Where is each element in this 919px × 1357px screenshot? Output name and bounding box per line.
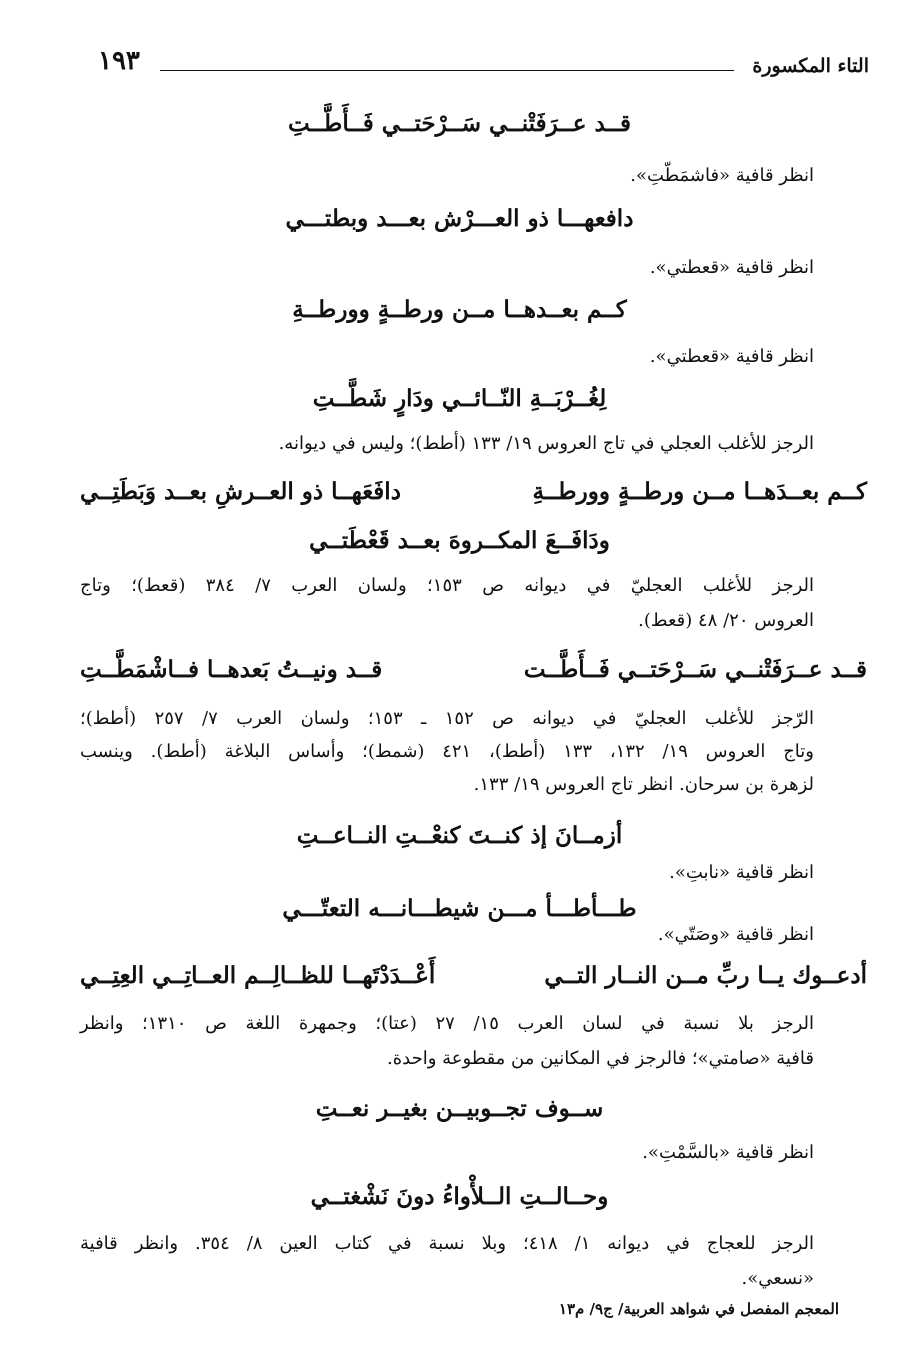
header-rule: [160, 70, 734, 71]
note-10: انظر قافية «بالسَّمْتِ».: [642, 1142, 814, 1163]
source-5-line-2: العروس ٢٠/ ٤٨ (قعط).: [638, 610, 814, 631]
source-9: [80, 1013, 814, 1069]
verse-pair-9: [80, 962, 867, 989]
verse-4: لِغُــرْبَــةِ النّــائــي ودَارٍ شَطَّــتِ: [312, 385, 607, 412]
source-5: [80, 575, 814, 631]
source-4: الرجز للأغلب العجلي في تاج العروس ١٩/ ١٣٣ (أطط)؛ وليس في ديوانه.: [278, 433, 814, 454]
note-3: انظر قافية «قعطتي».: [649, 346, 814, 367]
verse-3: كــم بعــدهــا مــن ورطــةٍ وورطــةِ: [292, 296, 627, 323]
verse-9-first-hemistich: أدعــوك يــا ربِّ مــن النــار التــي: [544, 962, 867, 989]
verse-5c: ودَافَــعَ المكــروهَ بعــد قَعْطَتــي: [309, 527, 610, 554]
verse-9-second-hemistich: أَعْــدَدْتَهــا للظــالِــم العــاتِــي العِتِــي: [80, 962, 436, 989]
page-number: ١٩٣: [98, 46, 140, 76]
note-2: انظر قافية «قعطتي».: [649, 257, 814, 278]
source-11-line-1: الرجز للعجاج في ديوانه ١/ ٤١٨؛ وبلا نسبة في كتاب العين ٨/ ٣٥٤. وانظر قافية: [80, 1233, 815, 1254]
verse-7: أزمــانَ إذ كنــتَ كنعْــتِ النــاعــتِ: [296, 822, 623, 849]
verse-2: دافعهـــا ذو العـــرْش بعـــد وبطتـــي: [285, 205, 634, 232]
source-11-line-2: «نسعي».: [741, 1268, 814, 1289]
source-6: [80, 708, 814, 795]
verse-5-second-hemistich: دافَعَهــا ذو العــرشِ بعــد وَبَطَتِــي: [80, 478, 401, 505]
verse-pair-5: [80, 478, 867, 505]
source-5-line-1: الرجز للأغلب العجليّ في ديوانه ص ١٥٣؛ ولسان العرب ٧/ ٣٨٤ (قعط)؛ وتاج: [80, 575, 815, 596]
verse-10: ســوف تجــوبيــن بغيــر نعــتِ: [315, 1095, 604, 1122]
source-11: [80, 1233, 814, 1289]
verse-11: وحــالــتِ الــلأْواءُ دونَ نَشْغتــي: [310, 1183, 609, 1210]
verse-6-first-hemistich: قــد عــرَفَتْنــي سَــرْحَتــي فَــأَطَّــت: [523, 656, 867, 683]
source-6-line-2: وتاج العروس ١٩/ ١٣٢، ١٣٣ (أطط)، ٤٢١ (شمط)؛ وأساس البلاغة (أطط). وينسب: [80, 741, 814, 762]
footer-book-reference: المعجم المفصل في شواهد العربية/ ج٩/ م١٣: [558, 1300, 839, 1318]
source-6-line-1: الرّجز للأغلب العجليّ في ديوانه ص ١٥٢ ـ ١٥٣؛ ولسان العرب ٧/ ٢٥٧ (أطط)؛: [80, 708, 814, 729]
verse-pair-6: [80, 656, 867, 683]
verse-6-second-hemistich: قــد ونيــتُ بَعدهــا فــاشْمَطَّــتِ: [80, 656, 383, 683]
source-6-line-3: لزهرة بن سرحان. انظر تاج العروس ١٩/ ١٣٣.: [473, 774, 814, 795]
note-8: انظر قافية «وصَتّي».: [657, 924, 814, 945]
source-9-line-1: الرجز بلا نسبة في لسان العرب ١٥/ ٢٧ (عتا)؛ وجمهرة اللغة ص ١٣١٠؛ وانظر: [80, 1013, 814, 1034]
note-7: انظر قافية «نابتِ».: [669, 862, 814, 883]
running-header-title: التاء المكسورة: [752, 55, 869, 77]
verse-5-first-hemistich: كــم بعــدَهــا مــن ورطــةٍ وورطــةِ: [532, 478, 867, 505]
verse-1: قــد عــرَفَتْنــي سَــرْحَتــي فَــأَطَّــتِ: [287, 110, 632, 137]
note-1: انظر قافية «فاشمَطّتِ».: [630, 165, 814, 186]
verse-8: طـــأطـــأ مـــن شيطـــانـــه التعتّـــي: [282, 895, 637, 922]
source-9-line-2: قافية «صامتي»؛ فالرجز في المكانين من مقطوعة واحدة.: [386, 1048, 814, 1069]
